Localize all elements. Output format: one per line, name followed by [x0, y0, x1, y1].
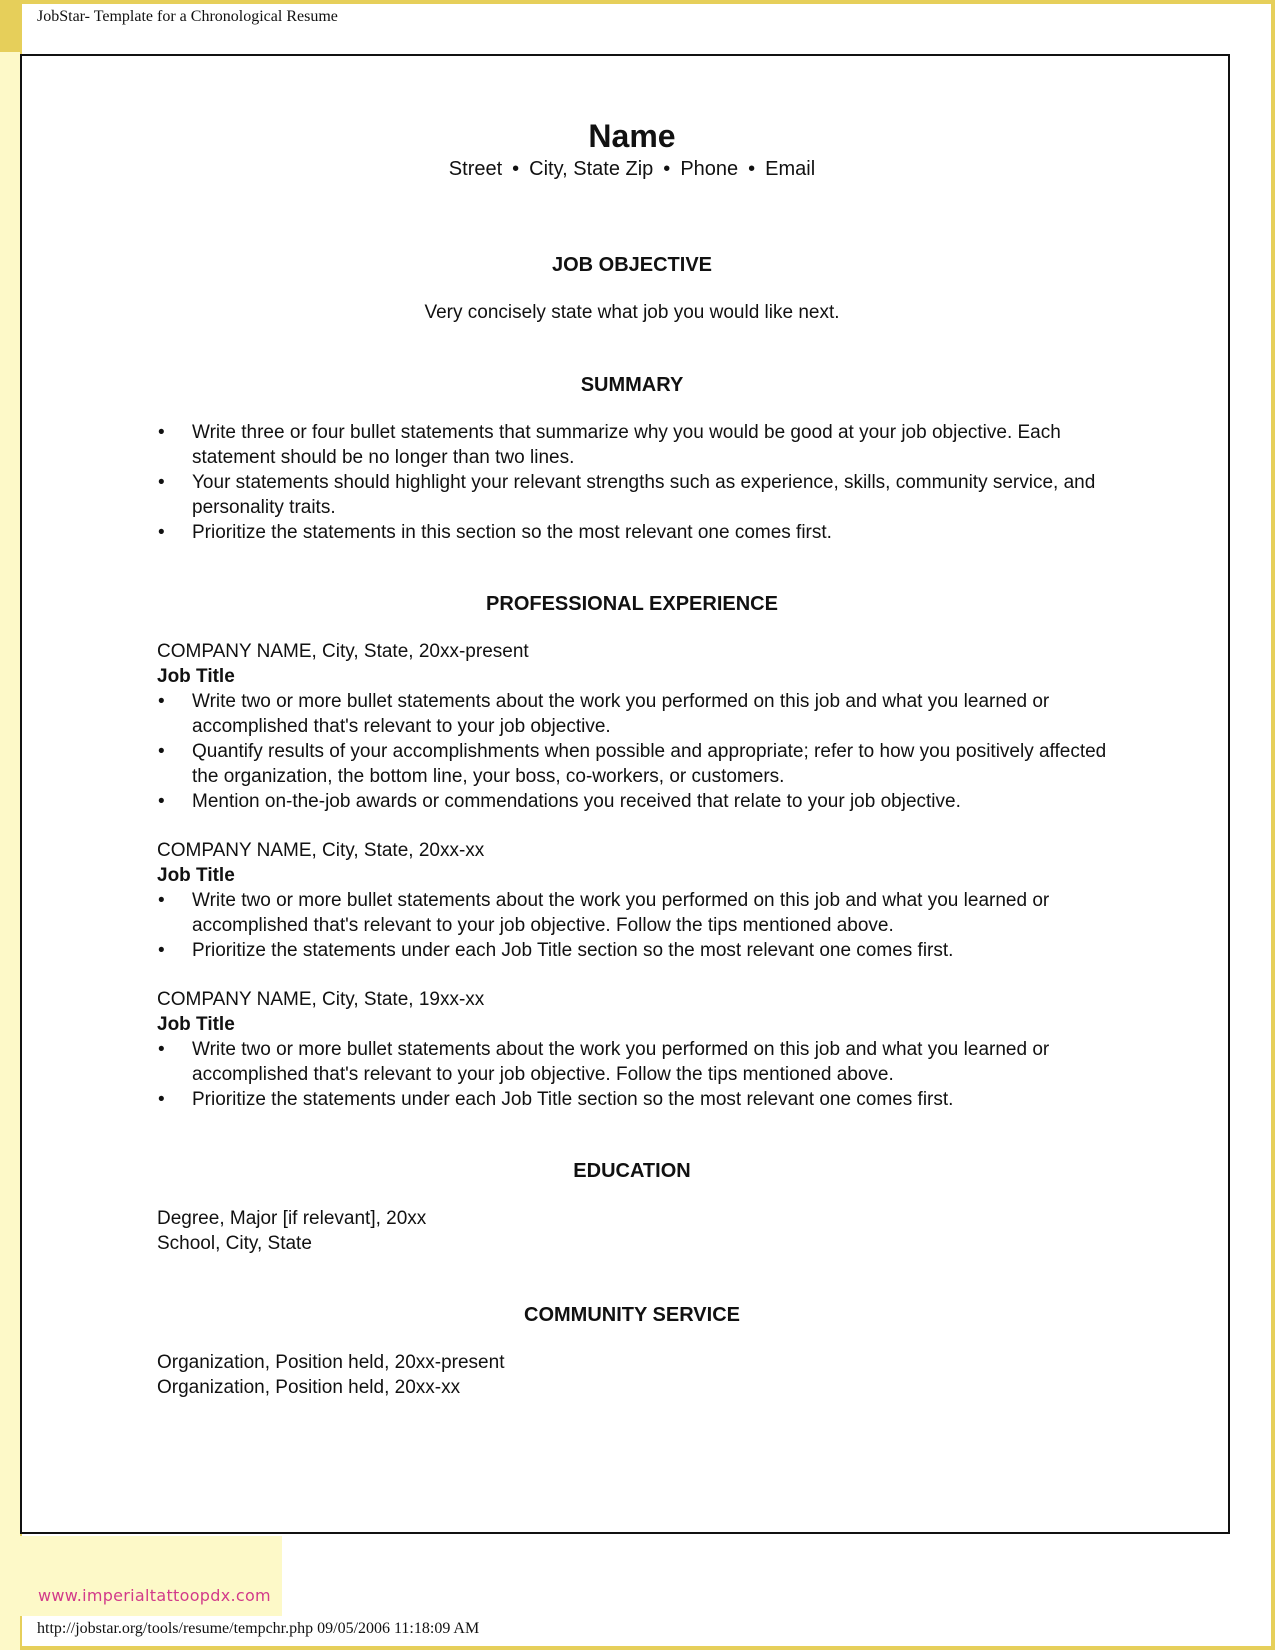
contact-separator: • [748, 158, 756, 180]
job-bullet: • Prioritize the statements under each Job Title section so the most relevant one comes first. [158, 1089, 954, 1110]
community-line: Organization, Position held, 20xx-present [157, 1352, 505, 1373]
contact-street: Street [448, 158, 503, 180]
job-bullet: • Quantify results of your accomplishments when possible and appropriate; refer to how you positively affected the organization, the bottom line, your boss, co-workers, or customers. [158, 741, 1107, 787]
job-bullet: • Write two or more bullet statements about the work you performed on this job and what you learned or accomplished that's relevant to your job objective. Follow the tips mentioned above. [158, 890, 1050, 936]
bullet-dot: • [158, 1039, 165, 1060]
job-title: Job Title [157, 1014, 235, 1035]
bullet-dot: • [158, 691, 165, 712]
job-bullet: • Mention on-the-job awards or commendations you received that relate to your job objective. [158, 791, 961, 812]
education-heading: EDUCATION [573, 1160, 691, 1182]
job-entry [157, 987, 1107, 1112]
summary-list [157, 420, 1107, 545]
job-bullet: • Write two or more bullet statements about the work you performed on this job and what you learned or accomplished that's relevant to your job objective. [158, 691, 1050, 737]
browser-print-header: JobStar- Template for a Chronological Resume [37, 8, 338, 25]
bullet-dot: • [158, 940, 165, 961]
page-margin-strip [0, 52, 20, 1650]
community-line: Organization, Position held, 20xx-xx [157, 1377, 461, 1398]
job-bullet: • Prioritize the statements under each Job Title section so the most relevant one comes first. [158, 940, 954, 961]
bullet-dot: • [158, 472, 165, 493]
job-bullet: • Write two or more bullet statements about the work you performed on this job and what you learned or accomplished that's relevant to your job objective. Follow the tips mentioned above. [158, 1039, 1050, 1085]
job-title: Job Title [157, 865, 235, 886]
contact-line [157, 156, 1107, 182]
summary-bullet: • Your statements should highlight your relevant strengths such as experience, skills, community service, and personality traits. [158, 472, 1096, 518]
contact-city-state-zip: City, State Zip [529, 158, 654, 180]
bullet-dot: • [158, 791, 165, 812]
bullet-dot: • [158, 522, 165, 543]
resume-content [157, 116, 1107, 1400]
bullet-dot: • [158, 741, 165, 762]
contact-separator: • [512, 158, 520, 180]
experience-heading: PROFESSIONAL EXPERIENCE [486, 593, 778, 615]
company-line: COMPANY NAME, City, State, 19xx-xx [157, 989, 485, 1010]
job-entry [157, 838, 1107, 963]
resume-name: Name [588, 118, 676, 154]
community-heading: COMMUNITY SERVICE [524, 1304, 740, 1326]
job-bullets [157, 689, 1107, 814]
bullet-dot: • [158, 890, 165, 911]
bullet-dot: • [158, 1089, 165, 1110]
job-bullets [157, 1037, 1107, 1112]
resume-document [20, 54, 1230, 1534]
bullet-dot: • [158, 422, 165, 443]
education-school: School, City, State [157, 1233, 312, 1254]
watermark-text: www.imperialtattoopdx.com [38, 1586, 271, 1605]
education-degree: Degree, Major [if relevant], 20xx [157, 1208, 427, 1229]
contact-email: Email [765, 158, 816, 180]
summary-bullet: • Prioritize the statements in this section so the most relevant one comes first. [158, 522, 832, 543]
contact-separator: • [663, 158, 671, 180]
summary-bullet: • Write three or four bullet statements that summarize why you would be good at your job objective. Each statement should be no longer than two lines. [158, 422, 1061, 468]
job-entry [157, 639, 1107, 814]
contact-phone: Phone [680, 158, 739, 180]
company-line: COMPANY NAME, City, State, 20xx-present [157, 641, 529, 662]
summary-heading: SUMMARY [580, 374, 684, 396]
job-title: Job Title [157, 666, 235, 687]
company-line: COMPANY NAME, City, State, 20xx-xx [157, 840, 485, 861]
job-bullets [157, 888, 1107, 963]
objective-text: Very concisely state what job you would like next. [424, 302, 840, 323]
objective-heading: JOB OBJECTIVE [551, 254, 713, 276]
browser-print-footer: http://jobstar.org/tools/resume/tempchr.php 09/05/2006 11:18:09 AM [37, 1620, 480, 1637]
